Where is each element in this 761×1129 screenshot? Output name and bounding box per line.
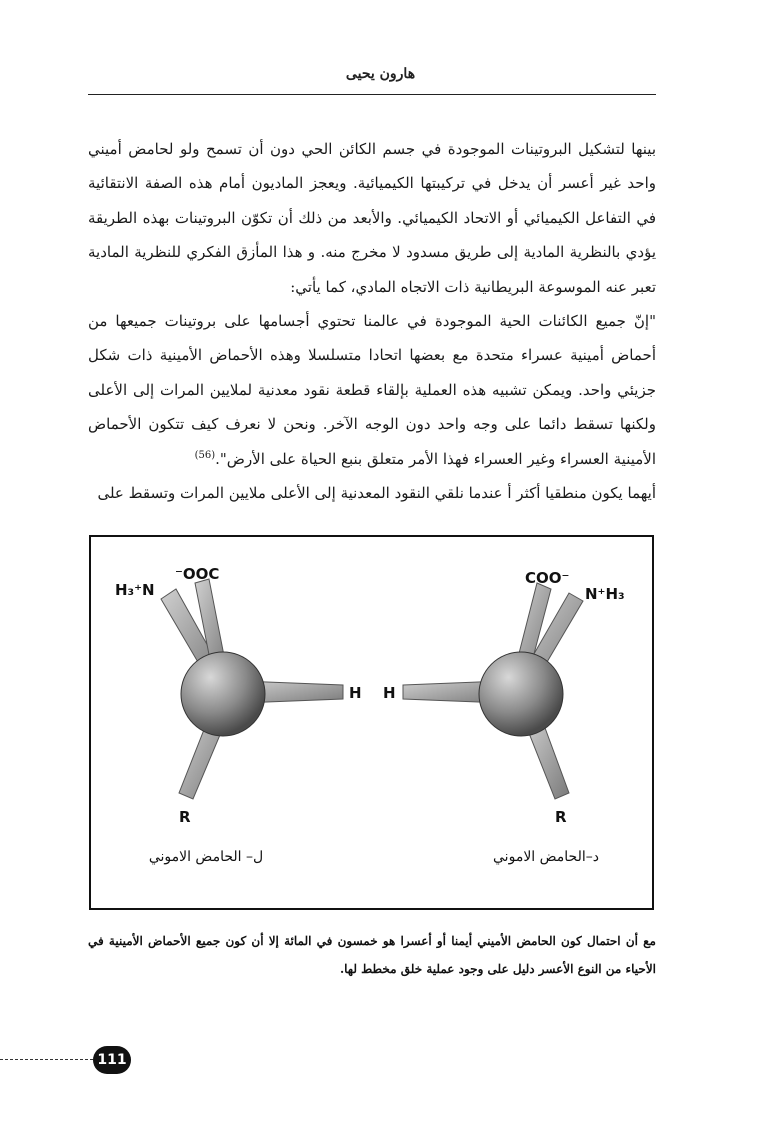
quote-paragraph <box>88 304 656 476</box>
right-central-atom <box>479 652 563 736</box>
paragraph-end: أيهما يكون منطقيا أكثر أ عندما نلقي النقود المعدنية إلى الأعلى ملايين المرات وتسقط على <box>97 484 656 503</box>
right-carboxyl-label: COO⁻ <box>525 569 570 587</box>
left-central-atom <box>181 652 265 736</box>
footer-dashed-line <box>0 1059 93 1060</box>
page-header-title: هارون يحيى <box>345 66 416 82</box>
right-r-label: R <box>555 808 567 826</box>
body-text <box>88 132 656 510</box>
paragraph-intro: بينها لتشكيل البروتينات الموجودة في جسم الكائن الحي دون أن تسمح ولو لحامض أميني واحد غير أعسر أن يدخل في تركيبتها الكيميائية. ويعجز الماديون أمام هذه الصفة الانتقائية في التفاعل الكيميائي أو الاتحاد الكيميائي. والأبعد من ذلك أن تكوّن البروتينات بهذه الطريقة يؤدي بالنظرية المادية إلى طريق مسدود لا مخرج منه. و هذا المأزق الفكري للنظرية المادية تعبر عنه الموسوعة البريطانية ذات الاتجاه المادي، كما يأتي: <box>88 140 656 296</box>
left-molecule-caption: ل– الحامض الاموني <box>148 849 264 865</box>
figure-box <box>89 535 654 910</box>
left-amine-label: H₃⁺N <box>115 581 155 599</box>
header-rule <box>88 94 656 95</box>
right-molecule <box>383 569 625 826</box>
figure-caption-note: مع أن احتمال كون الحامض الأميني أيمنا أو أعسرا هو خمسون في المائة إلا أن كون جميع الأحماض الأمينية في الأحياء من النوع الأعسر دليل على وجود عملية خلق مخطط لها. <box>88 934 656 976</box>
right-amine-label: N⁺H₃ <box>585 585 625 603</box>
right-molecule-caption: د–الحامض الاموني <box>493 849 599 865</box>
footnote-ref: (56) <box>194 449 216 461</box>
right-hydrogen-label: H <box>383 684 396 702</box>
page-number-badge: 111 <box>93 1046 131 1074</box>
left-hydrogen-label: H <box>349 684 362 702</box>
left-r-label: R <box>179 808 191 826</box>
quote-text: "إنّ جميع الكائنات الحية الموجودة في عالمنا تحتوي أجسامها على بروتينات جميعها من أحماض أمينية عسراء متحدة مع بعضها اتحادا متسلسلا وهذه الأحماض الأمينية ذات شكل جزيئي واحد. ويمكن تشبيه هذه العملية بإلقاء قطعة نقود معدنية لملايين المرات إلى الأعلى ولكنها تسقط دائما على وجه واحد دون الوجه الآخر. ونحن لا نعرف كيف تتكون الأحماض الأمينية العسراء وغير العسراء فهذا الأمر متعلق بنبع الحياة على الأرض". <box>88 312 656 468</box>
left-carboxyl-label: ⁻OOC <box>175 565 220 583</box>
left-molecule <box>115 565 362 826</box>
